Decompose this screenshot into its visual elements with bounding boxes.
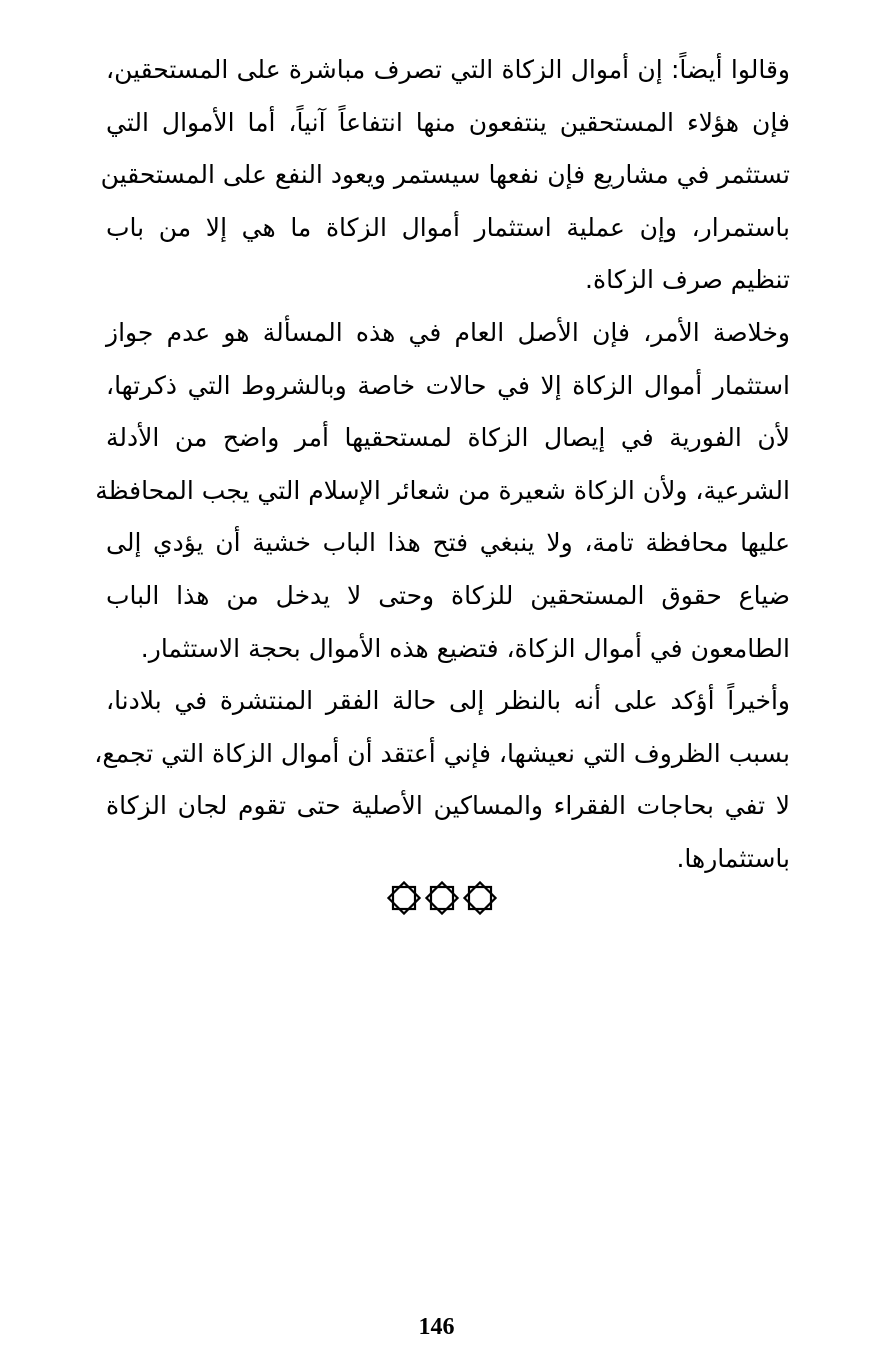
text-line: ضياع حقوق المستحقين للزكاة وحتى لا يدخل من هذا الباب xyxy=(106,580,790,610)
text-line: باستثمارها. xyxy=(676,843,790,873)
text-line: الطامعون في أموال الزكاة، فتضيع هذه الأموال بحجة الاستثمار. xyxy=(140,633,790,663)
paragraph-3 xyxy=(94,675,790,885)
text-line: باستمرار، وإن عملية استثمار أموال الزكاة ما هي إلا من باب xyxy=(106,212,790,242)
star-ornament-icon xyxy=(426,882,457,913)
paragraph-1 xyxy=(100,44,790,307)
star-ornament-icon xyxy=(464,882,495,913)
text-line: تنظيم صرف الزكاة. xyxy=(585,265,790,295)
section-ornament xyxy=(386,880,498,916)
body-text xyxy=(94,44,790,886)
text-line: استثمار أموال الزكاة إلا في حالات خاصة وبالشروط التي ذكرتها، xyxy=(106,370,790,400)
text-line: بسبب الظروف التي نعيشها، فإني أعتقد أن أموال الزكاة التي تجمع، xyxy=(94,738,790,768)
text-line: لا تفي بحاجات الفقراء والمساكين الأصلية حتى تقوم لجان الزكاة xyxy=(106,791,790,821)
text-line: عليها محافظة تامة، ولا ينبغي فتح هذا الباب خشية أن يؤدي إلى xyxy=(106,528,790,558)
text-line: وخلاصة الأمر، فإن الأصل العام في هذه المسألة هو عدم جواز xyxy=(106,317,790,347)
text-line: وأخيراً أؤكد على أنه بالنظر إلى حالة الفقر المنتشرة في بلادنا، xyxy=(106,686,790,716)
text-line: لأن الفورية في إيصال الزكاة لمستحقيها أمر واضح من الأدلة xyxy=(106,423,790,453)
text-line: تستثمر في مشاريع فإن نفعها سيستمر ويعود النفع على المستحقين xyxy=(100,160,790,190)
page-number: 146 xyxy=(418,1314,455,1340)
text-line: فإن هؤلاء المستحقين ينتفعون منها انتفاعاً آنياً، أما الأموال التي xyxy=(106,107,790,137)
text-line: وقالوا أيضاً: إن أموال الزكاة التي تصرف مباشرة على المستحقين، xyxy=(106,55,790,84)
star-ornament-icon xyxy=(388,882,419,913)
text-line: الشرعية، ولأن الزكاة شعيرة من شعائر الإسلام التي يجب المحافظة xyxy=(95,475,790,505)
paragraph-2 xyxy=(95,307,790,675)
